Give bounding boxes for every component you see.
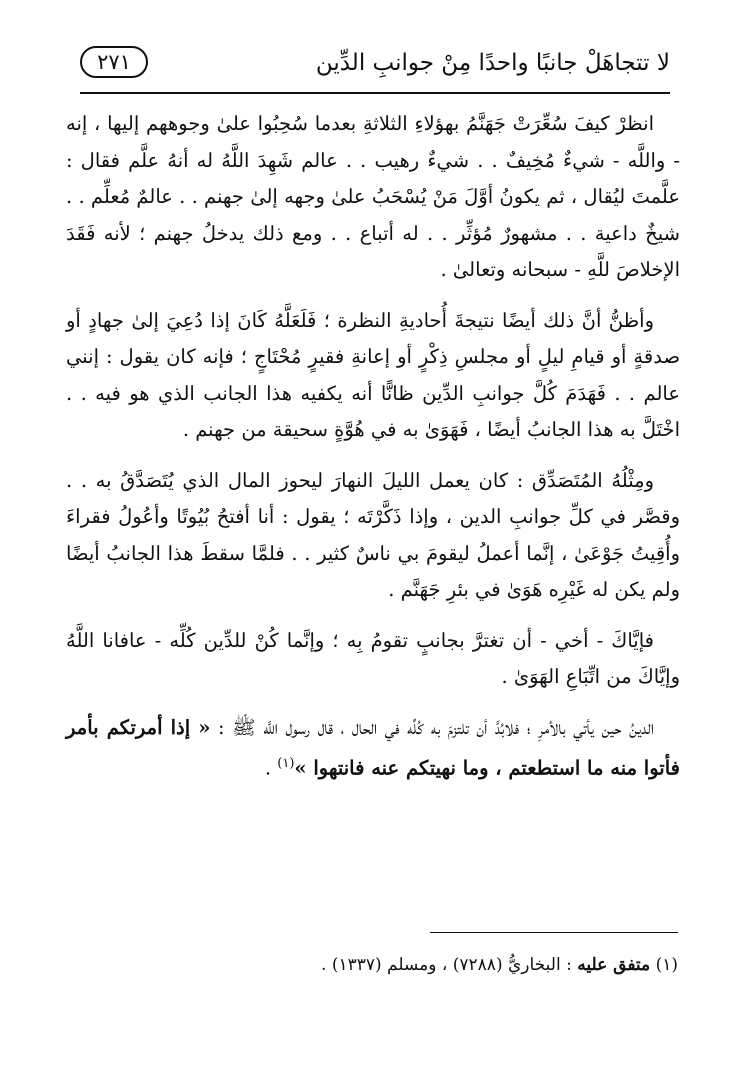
footnote-separator (430, 932, 678, 933)
page-header (80, 44, 670, 84)
paragraph-end: . (264, 756, 278, 780)
footnote-reference: (١) (277, 756, 295, 771)
running-title: لا تتجاهَلْ جانبًا واحدًا مِنْ جوانبِ الدِّين (315, 50, 670, 76)
footnote-label: متفق عليه (577, 955, 651, 975)
footnote-marker: (١) (655, 955, 678, 975)
hadith-quote: « إذا أمرتكم بأمر فأتوا منه ما استطعتم ، وما نهيتكم عنه فانتهوا » (66, 715, 680, 780)
paragraph-with-hadith (66, 710, 680, 788)
paragraph: فإيَّاكَ - أخي - أن تغترَّ بجانبٍ تقومُ بِه ؛ وإنَّما كُنْ للدِّين كُلِّه - عافانا اللَّهُ وإيَّاكَ من اتِّبَاعِ الهَوَىٰ . (66, 628, 680, 688)
footnote (80, 952, 678, 978)
footnote-text: : البخاريُّ (٧٢٨٨) ، ومسلم (١٣٣٧) . (321, 955, 578, 975)
paragraph: ومِثْلُهُ المُتَصَدِّق : كان يعمل الليلَ النهارَ ليحوز المال الذي يُتَصَدَّقُ به . . وقصَّر في كلِّ جوانبِ الدين ، وإذا ذَكَّرْتَه ؛ يقول : أنا أفتحُ بُيُوتًا وأعُولُ فقراءَ وأُقِيتُ جَوْعَىٰ ، إنَّما أعملُ ليقومَ بي ناسٌ كثير . . فلمَّا سقطَ هذا الجانبُ أيضًا ولم يكن له غَيْرِه هَوَىٰ في بئرِ جَهَنَّم . (66, 468, 680, 601)
page-number-badge: ٢٧١ (80, 46, 148, 78)
paragraph: وأظنُّ أنَّ ذلك أيضًا نتيجةَ أُحاديةِ النظرة ؛ فَلَعَلَّهُ كَانَ إذا دُعِيَ إلىٰ جهادٍ أو صدقةٍ أو قيامِ ليلٍ أو مجلسِ ذِكْرٍ أو إعانةِ فقيرٍ مُحْتَاجٍ ؛ فإنه كان يقول : إنني عالم . . فَهَدَمَ كُلَّ جوانبِ الدِّين ظانًّا أنه يكفيه هذا الجانب الذي هو فيه . . اخْتَلَّ به هذا الجانبُ أيضًا ، فَهَوَىٰ به في هُوَّةٍ سحيقة من جهنم . (66, 308, 680, 441)
paragraph: انظرْ كيفَ سُعِّرَتْ جَهَنَّمُ بهؤلاءِ الثلاثةِ بعدما سُحِبُوا علىٰ وجوههم إليها ، إنه - واللَّه - شيءٌ مُخِيفٌ . . شيءٌ رهيب . . عالم شَهِدَ اللَّهُ له أنهُ علَّم فقال : علَّمتَ ليُقال ، ثم يكونُ أوَّلَ مَنْ يُسْحَبُ علىٰ وجهه إلىٰ جهنم . . عالمٌ مُعلِّم . . شيخٌ داعية . . مشهورٌ مُؤثِّر . . له أتباع . . ومع ذلك يدخلُ جهنم ؛ لأنه فَقَدَ الإخلاصَ للَّهِ - سبحانه وتعالىٰ . (66, 112, 680, 281)
header-rule (80, 92, 670, 94)
paragraph-intro: الدينُ حين يأتي بالأمرِ ؛ فلابُدَّ أن تلتزمَ به كُلِّه في الحال ، قال رسول اللَّه ﷺ : (210, 715, 654, 739)
body-text (66, 106, 680, 801)
